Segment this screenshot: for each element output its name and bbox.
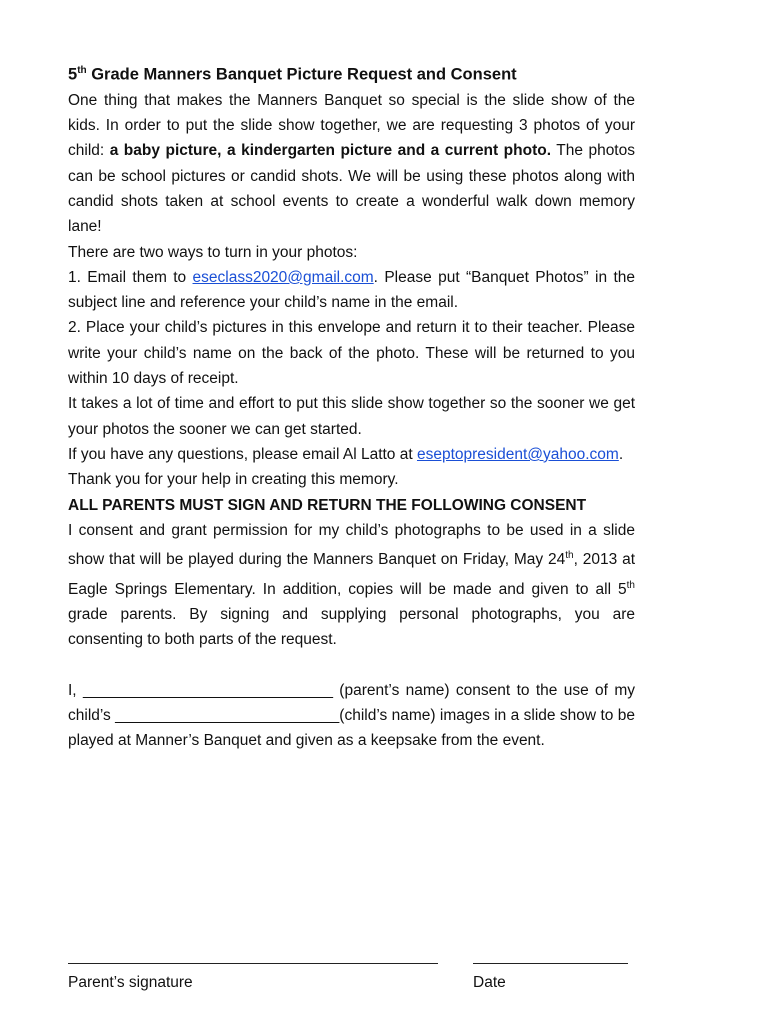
- effort-paragraph: It takes a lot of time and effort to put this slide show together so the sooner we get your photos the sooner we can get started.: [68, 395, 635, 438]
- way-one-text-b: . Please put “Banquet Photos” in the subject line and reference your child’s name in the email.: [68, 268, 636, 312]
- questions-text-b: .: [618, 445, 624, 463]
- way-two-paragraph: 2. Place your child’s pictures in this envelope and return it to their teacher. Please write your child’s name on the back of the photo. These will be returned to you within 10 days of receipt.: [68, 319, 635, 388]
- consent-superscript-2: th: [626, 579, 635, 591]
- signature-row: [68, 945, 635, 1005]
- consent-superscript-1: th: [565, 550, 574, 562]
- consent-fill-paragraph: I, _____________________________ (parent’s name) consent to the use of my child’s __________________________(child’s name) images in a slide show to be played at Manner’s Banquet and given as a keepsake from the event.: [68, 681, 635, 750]
- thanks-paragraph: Thank you for your help in creating this memory.: [68, 471, 399, 489]
- signature-label: Parent’s signature: [68, 974, 193, 991]
- title-text: Grade Manners Banquet Picture Request and Consent: [86, 65, 517, 84]
- title-number: 5: [68, 65, 78, 84]
- must-sign-heading: ALL PARENTS MUST SIGN AND RETURN THE FOLLOWING CONSENT: [68, 496, 587, 514]
- questions-paragraph: [68, 442, 635, 467]
- class-email-link[interactable]: eseclass2020@gmail.com: [192, 268, 374, 286]
- date-label: Date: [473, 974, 506, 991]
- questions-text-a: If you have any questions, please email Al Latto at: [68, 445, 417, 463]
- date-line[interactable]: [473, 945, 628, 964]
- date-block: [473, 945, 628, 995]
- way-one-paragraph: [68, 265, 635, 316]
- consent-text-a: I consent and grant permission for my child’s photographs to be used in a slide show that will be played during the Manners Banquet on Friday, May 24: [68, 521, 635, 569]
- spacer: [68, 653, 635, 678]
- title-superscript: th: [77, 65, 87, 76]
- intro-paragraph: [68, 88, 635, 240]
- intro-text-a: One thing that makes the Manners Banquet so special is the slide show of the kids. In order to put the slide show together, we are requesting 3 photos of your child:: [68, 91, 635, 160]
- way-one-text-a: 1. Email them to: [68, 268, 193, 286]
- consent-text-b: , 2013 at Eagle Springs Elementary. In addition, copies will be made and given to all 5: [68, 551, 636, 598]
- consent-text-c: grade parents. By signing and supplying personal photographs, you are consenting to both parts of the request.: [68, 606, 635, 649]
- intro-text-b: The photos can be school pictures or candid shots. We will be using these photos along with candid shots taken at school events to create a wonderful walk down memory lane!: [68, 142, 635, 236]
- consent-paragraph: [68, 518, 635, 653]
- intro-bold-text: a baby picture, a kindergarten picture and a current photo.: [109, 142, 552, 160]
- signature-line[interactable]: [68, 945, 438, 964]
- document-body: [68, 58, 635, 754]
- signature-block: [68, 945, 438, 995]
- pto-email-link[interactable]: eseptopresident@yahoo.com: [416, 445, 619, 463]
- page-title: [68, 58, 635, 88]
- ways-intro: There are two ways to turn in your photos:: [68, 243, 358, 261]
